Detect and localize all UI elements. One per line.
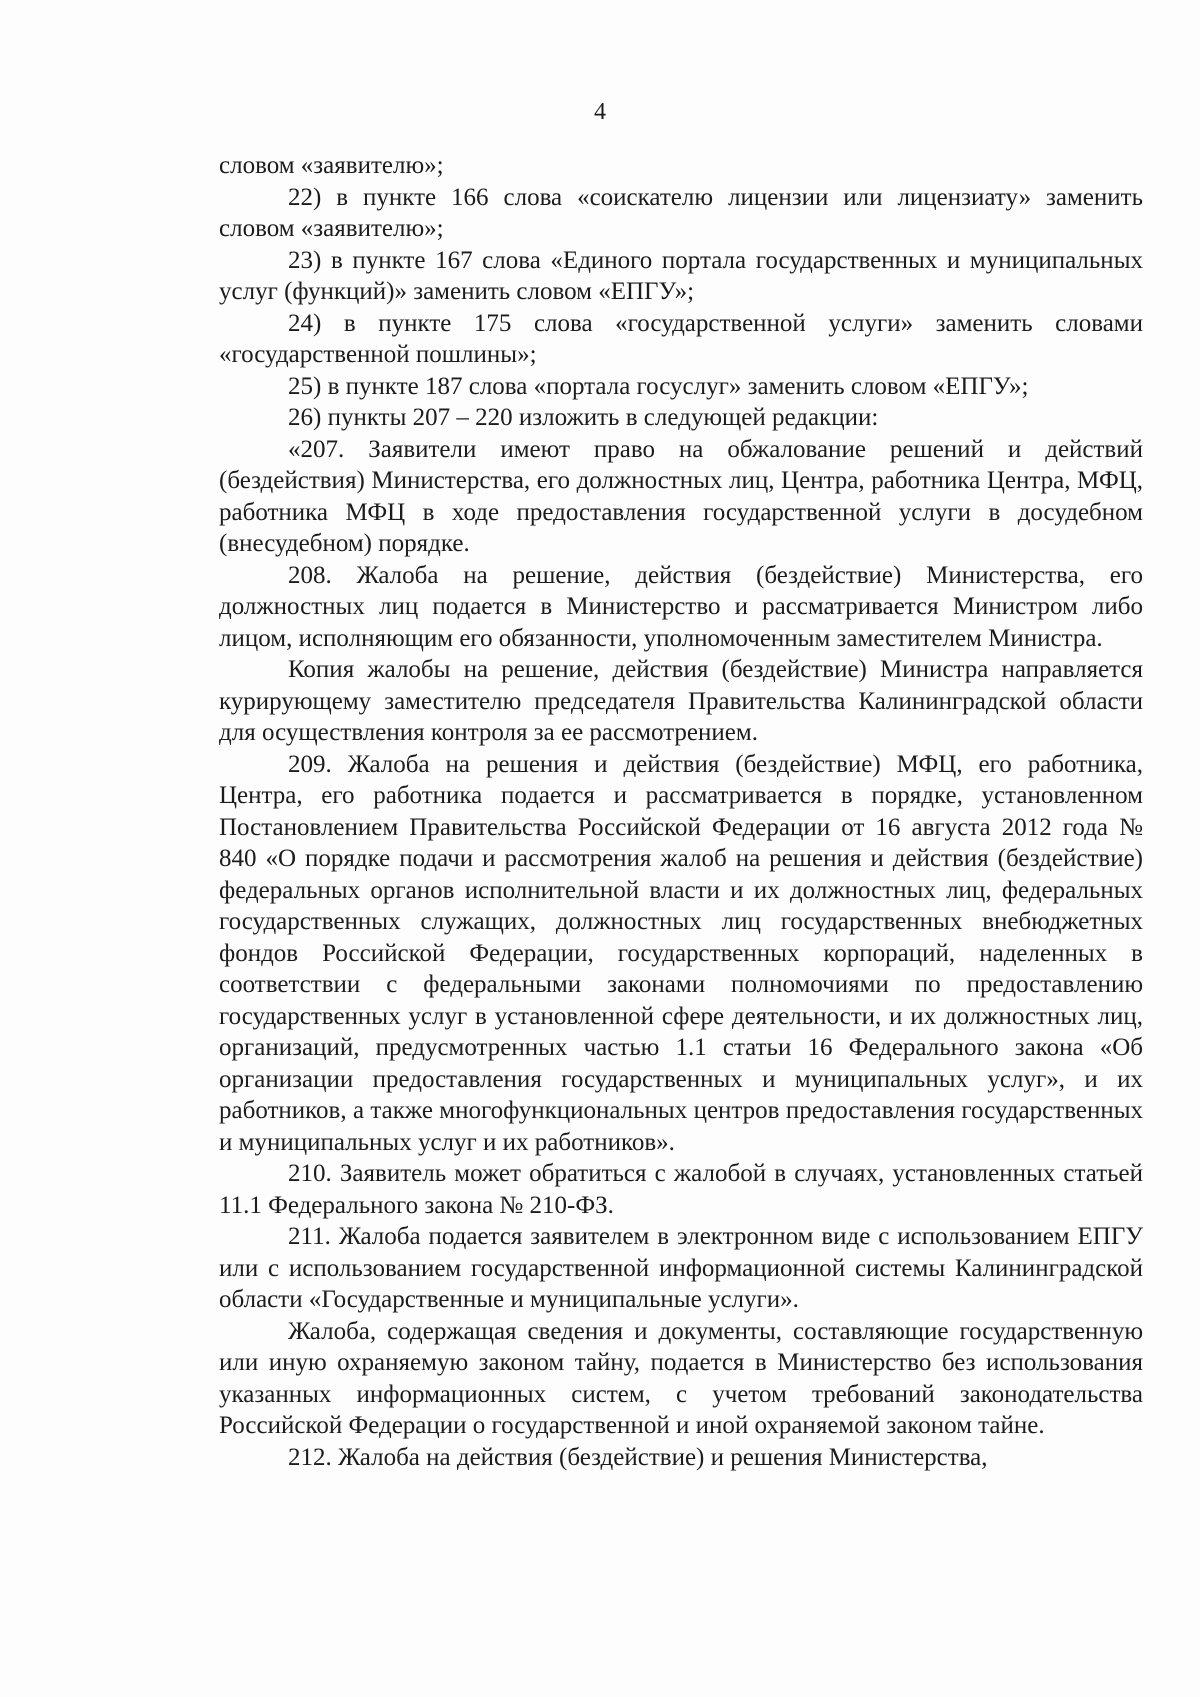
document-body	[219, 150, 1143, 1473]
item-25: 25) в пункте 187 слова «портала госуслуг» заменить словом «ЕПГУ»;	[288, 372, 1029, 400]
clause-207: «207. Заявители имеют право на обжалование решений и действий (бездействия) Министерства, его должностных лиц, Центра, работника Центра, МФЦ, работника МФЦ в ходе предоставления государственной услуги в досудебном (внесудебном) порядке.	[219, 435, 1143, 557]
clause-212: 212. Жалоба на действия (бездействие) и решения Министерства,	[288, 1443, 988, 1471]
clause-209: 209. Жалоба на решения и действия (бездействие) МФЦ, его работника, Центра, его работника подается и рассматривается в порядке, установленном Постановлением Правительства Российской Федерации от 16 августа 2012 года № 840 «О порядке подачи и рассмотрения жалоб на решения и действия (бездействие) федеральных органов исполнительной власти и их должностных лиц, федеральных государственных служащих, должностных лиц государственных внебюджетных фондов Российской Федерации, государственных корпораций, наделенных в соответствии с федеральными законами полномочиями по предоставлению государственных услуг в установленной сфере деятельности, и их должностных лиц, организаций, предусмотренных частью 1.1 статьи 16 Федерального закона «Об организации предоставления государственных и муниципальных услуг», и их работников, а также многофункциональных центров предоставления государственных и муниципальных услуг и их работников».	[219, 750, 1143, 1156]
clause-211-secret-info: Жалоба, содержащая сведения и документы, составляющие государственную или иную охраняемую законом тайну, подается в Министерство без использования указанных информационных систем, с учетом требований законодательства Российской Федерации о государственной и иной охраняемой законом тайне.	[219, 1317, 1143, 1439]
clause-211: 211. Жалоба подается заявителем в электронном виде с использованием ЕПГУ или с использованием государственной информационной системы Калининградской области «Государственные и муниципальные услуги».	[219, 1223, 1143, 1313]
item-26: 26) пункты 207 – 220 изложить в следующей редакции:	[288, 404, 879, 431]
clause-208-copy-note: Копия жалобы на решение, действия (бездействие) Министра направляется курирующему заместителю председателя Правительства Калининградской области для осуществления контроля за ее рассмотрением.	[219, 656, 1143, 746]
page-number: 4	[594, 99, 606, 125]
clause-210: 210. Заявитель может обратиться с жалобой в случаях, установленных статьей 11.1 Федерального закона № 210-ФЗ.	[219, 1160, 1143, 1219]
item-22: 22) в пункте 166 слова «соискателю лицензии или лицензиату» заменить словом «заявителю»;	[219, 183, 1143, 242]
item-23: 23) в пункте 167 слова «Единого портала государственных и муниципальных услуг (функций)» заменить словом «ЕПГУ»;	[219, 246, 1143, 305]
item-24: 24) в пункте 175 слова «государственной услуги» заменить словами «государственной пошлины»;	[219, 309, 1143, 368]
paragraph-continuation: словом «заявителю»;	[219, 152, 444, 179]
clause-208: 208. Жалоба на решение, действия (бездействие) Министерства, его должностных лиц подается в Министерство и рассматривается Министром либо лицом, исполняющим его обязанности, уполномоченным заместителем Министра.	[219, 561, 1143, 652]
